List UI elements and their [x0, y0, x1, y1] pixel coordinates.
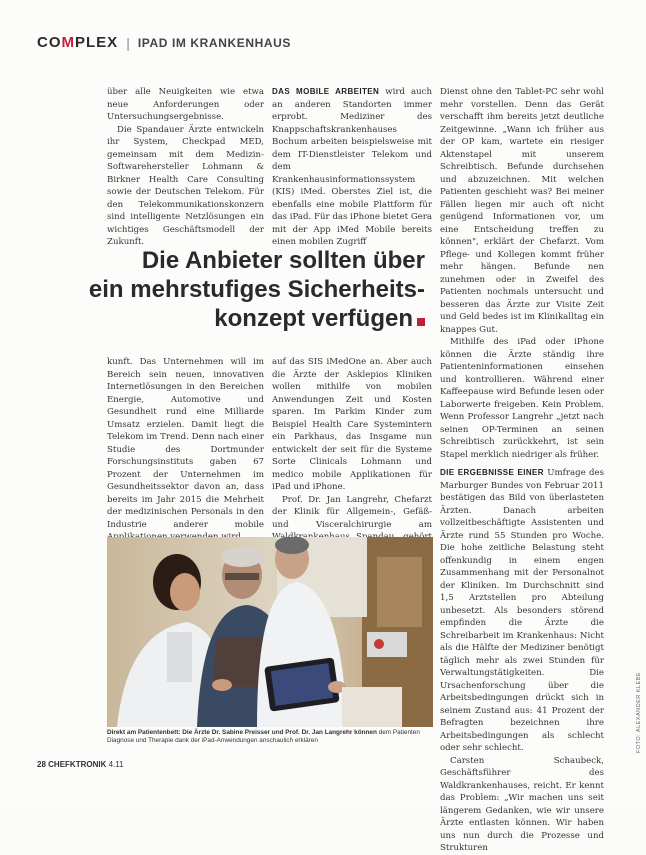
- photo-caption: [107, 729, 437, 746]
- header-section-title: IPAD IM KRANKENHAUS: [137, 35, 292, 50]
- paragraph: Die Spandauer Ärzte entwickeln ihr System, Checkpad MED, gemeinsam mit dem Medizin-Softwarehersteller Lohmann & Birkner Health Care Consulting sowie der Deutschen Telekom. Für den Telekommunikationskonzern sind intelligente Netzlösungen ein wichtiges Geschäftsmodell der Zukunft.: [107, 124, 264, 247]
- runin-heading: DIE ERGEBNISSE EINER: [440, 468, 544, 477]
- column-1-bottom: [107, 356, 264, 544]
- pull-quote-line-last: [80, 304, 425, 333]
- paragraph: [440, 467, 604, 755]
- caption-bold: Direkt am Patientenbett: Die Ärzte Dr. Sabine Preisser und Prof. Dr. Jan Langrehr können: [107, 729, 377, 736]
- page-header: [37, 34, 291, 51]
- paragraph: über alle Neuigkeiten wie etwa neue Anforderungen oder Untersuchungsergebnisse.: [107, 87, 264, 122]
- paragraph: Dienst ohne den Tablet-PC sehr wohl mehr vorstellen. Denn das Gerät verschafft ihm bereits jetzt deutliche Zeitgewinne. „Wann ich früher aus der OP kam, wartete ein riesiger Aktenstapel mit unserem Schreibtisch. Befunde durchsehen und abzuzeichnen. Mit welchen Patienten geschieht was? Bei meiner Fällen liegen mir auch oft nicht genügend Informationen vor, um eine Entscheidung treffen zu können", erklärt der Chefarzt. Vom Pflege- und Kollegen kommt früher mehr hängen. Befunde nen zunehmen oder in Zweifel des Patienten nochmals untersucht und besseren das Ärzte zur Visite Zeit und Geld bedes ist im Klinikalltag ein knappes Gut.: [440, 87, 604, 335]
- magazine-name: CHEFKTRONIK: [48, 760, 107, 769]
- issue-number: 4.11: [108, 760, 124, 769]
- pull-quote-line: Die Anbieter sollten über: [141, 247, 425, 274]
- column-1-top: [107, 86, 264, 249]
- paragraph: auf das SIS iMedOne an. Aber auch die Ärzte der Asklepios Kliniken wollen mithilfe von mobilen Anwendungen Zeit und Kosten sparen. Im Parkim Kinder zum Beispiel Health Care Systemintern ein Parkhaus, das Insgame nun entwickelt der seit für die Systeme Sorte Clinicals Lohmann und medico mobile Applikationen für iPad und iPhone.: [272, 357, 432, 492]
- pull-quote-line: ein mehrstufiges Sicherheits-: [88, 276, 425, 303]
- paragraph: kunft. Das Unternehmen will im Bereich sein neuen, innovativen Internetlösungen in den Bereichen Energie, Automotive und Gesundheit rund eine Milliarde Umsatz erzielen. Damit liegt die Telekom im Trend. Denn nach einer Studie des Dortmunder Forschungsinstituts gaben 67 Prozent der Unternehmen im Gesundheitssektor davon an, dass bereits im Jahr 2015 die Mehrheit der medizinischen Personals in den Industrie anderer mobile: [107, 357, 264, 530]
- runin-heading: DAS MOBILE ARBEITEN: [272, 87, 380, 96]
- header-brand: COMPLEX: [37, 34, 119, 51]
- doctors-with-patient-photo: [107, 537, 433, 727]
- pull-quote-line: konzept verfügen: [214, 305, 413, 332]
- page-number: 28: [37, 760, 46, 769]
- red-square-icon: [417, 318, 425, 326]
- caption-text: dem Patienten Diagnose und Therapie dank der iPad-Anwendungen anschaulich erklären: [107, 729, 420, 745]
- paragraph: [272, 86, 432, 249]
- header-separator: |: [126, 34, 130, 51]
- column-3: [440, 86, 604, 855]
- paragraph: Mithilfe des iPad oder iPhone können die Ärzte ständig ihre Patienteninformationen einsehen und kontrollieren. Während einer Kaffeepause wird Befunde lesen oder Laborwerte freigeben. Kein Problem. Wenn Professor Langrehr „jetzt nach seinen OP-Terminen an seinen Schreibtisch zurückkehrt, ist sein Stapel merklich niedriger als früher.: [440, 337, 604, 460]
- paragraph: Carsten Schaubeck, Geschäftsführer des Waldkrankenhauses, reicht. Er kennt das Problem: „Wir machen uns seit längerem Gedanken, wie wir unsere Ärzte entlasten können. Wir haben uns nun durch die Prozesse und Strukturen: [440, 755, 604, 853]
- page-footer: [37, 760, 124, 769]
- paragraph-text: Umfrage des Marburger Bundes von Februar 2011 bestätigen das Bild von überlasteten Ärzten. Danach arbeiten vollzeitbeschäftigte Assistenten und Ärzte rund 55 Stunden pro Woche. Die hohe zeitliche Belastung steht offenkundig in einem engen Zusammenhang mit der Personalnot der Kliniken. Im Durchschnitt sind 1,5 Arztstellen pro Abteilung unbesetzt. Als besonders störend empfinden die Ärzte die Schreibarbeit im Krankenhaus: Nicht als die Hälfte der Mediziner benötigt täglich mehr als zwei Stunden für Verwaltungstätigkeiten. Die Ursachenforschung über die Arbeitsbedingungen drückt sich in seinem Zustand aus: 41 Prozent der Befragten bezeichnen ihre Arbeitsbedingungen als schlecht oder sehr schlecht.: [440, 468, 605, 753]
- pull-quote: [80, 246, 425, 333]
- column-2-top: [272, 86, 432, 249]
- paragraph-text: wird auch an anderen Standorten immer erprobt. Mediziner des Knappschaftskrankenhauses Bochum arbeiten beispielsweise mit dem IT-Dienstleister Telekom und dem Krankenhausinformationssystem (KIS) iMed. Oberstes Ziel ist, die ebenfalls eine mobile Plattform für das iPad. Für das iPhone bietet Gera mit der App iMed Mobile bereits einen mobilen Zugriff: [272, 87, 433, 247]
- photo-credit: FOTO: ALEXANDER KLEBE: [636, 672, 642, 754]
- paragraph: Prof. Dr. Jan Langrehr, Chefarzt der Klinik für Allgemein-, Gefäß- und Visceralchirurgie am: [272, 494, 432, 530]
- article-photo: [107, 537, 433, 727]
